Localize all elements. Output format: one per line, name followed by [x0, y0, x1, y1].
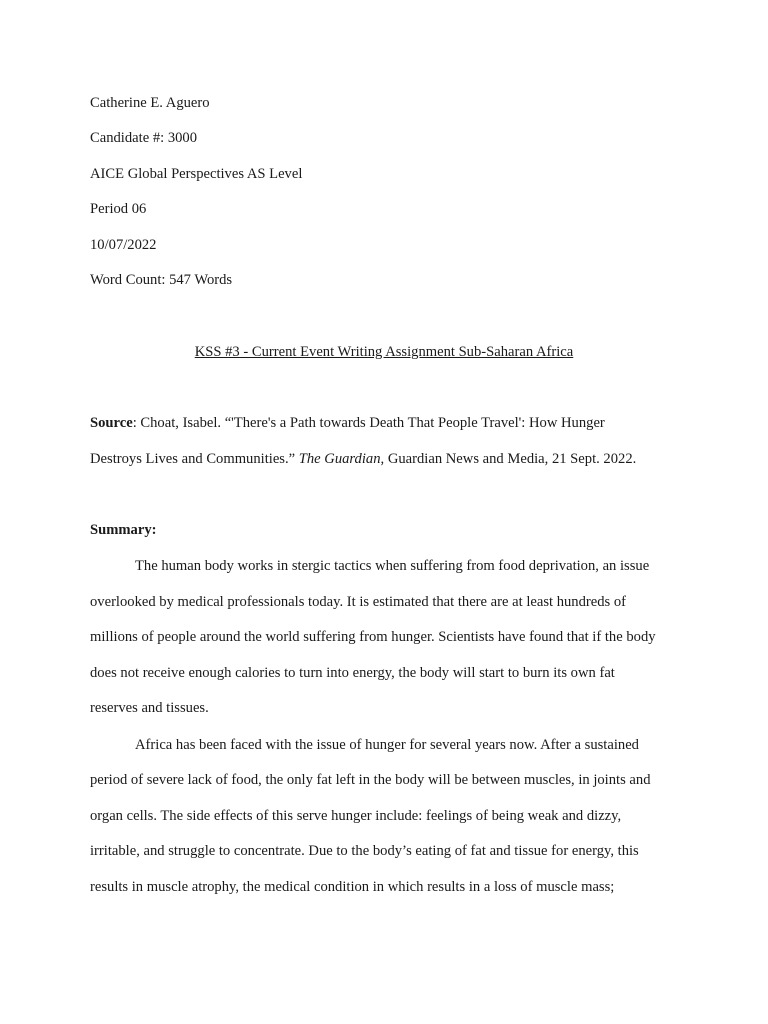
- source-citation-part-1: : Choat, Isabel. “'There's a Path towards Death That People Travel': How Hunger: [132, 415, 605, 431]
- paragraph-line: does not receive enough calories to turn into energy, the body will start to burn its own fat: [90, 665, 615, 681]
- paragraph-line: reserves and tissues.: [90, 700, 209, 716]
- paragraph-line: The human body works in stergic tactics when suffering from food deprivation, an issue: [135, 558, 650, 574]
- source-citation-part-3: , Guardian News and Media, 21 Sept. 2022.: [380, 451, 637, 467]
- candidate-number: Candidate #: 3000: [90, 130, 198, 146]
- paragraph-line: results in muscle atrophy, the medical condition in which results in a loss of muscle mass;: [90, 879, 615, 895]
- source-line-1: [90, 413, 605, 433]
- paragraph-line: Africa has been faced with the issue of hunger for several years now. After a sustained: [135, 737, 639, 753]
- class-period: Period 06: [90, 201, 147, 217]
- source-line-2: [90, 449, 636, 469]
- word-count: Word Count: 547 Words: [90, 272, 233, 288]
- student-name: Catherine E. Aguero: [90, 95, 210, 111]
- source-label: Source: [90, 415, 133, 431]
- paragraph-line: millions of people around the world suffering from hunger. Scientists have found that if the body: [90, 629, 656, 645]
- submission-date: 10/07/2022: [90, 237, 157, 253]
- summary-heading: Summary:: [90, 522, 157, 538]
- paragraph-line: irritable, and struggle to concentrate. Due to the body’s eating of fat and tissue for energy, this: [90, 843, 639, 859]
- paragraph-line: organ cells. The side effects of this serve hunger include: feelings of being weak and dizzy,: [90, 808, 622, 824]
- source-citation-part-2: Destroys Lives and Communities.”: [90, 451, 299, 467]
- document-title: KSS #3 - Current Event Writing Assignment Sub-Saharan Africa: [194, 344, 574, 360]
- publication-name: The Guardian: [298, 451, 381, 467]
- paragraph-line: overlooked by medical professionals today. It is estimated that there are at least hundreds of: [90, 594, 627, 610]
- paragraph-line: period of severe lack of food, the only fat left in the body will be between muscles, in joints and: [90, 772, 651, 788]
- course-name: AICE Global Perspectives AS Level: [90, 166, 303, 182]
